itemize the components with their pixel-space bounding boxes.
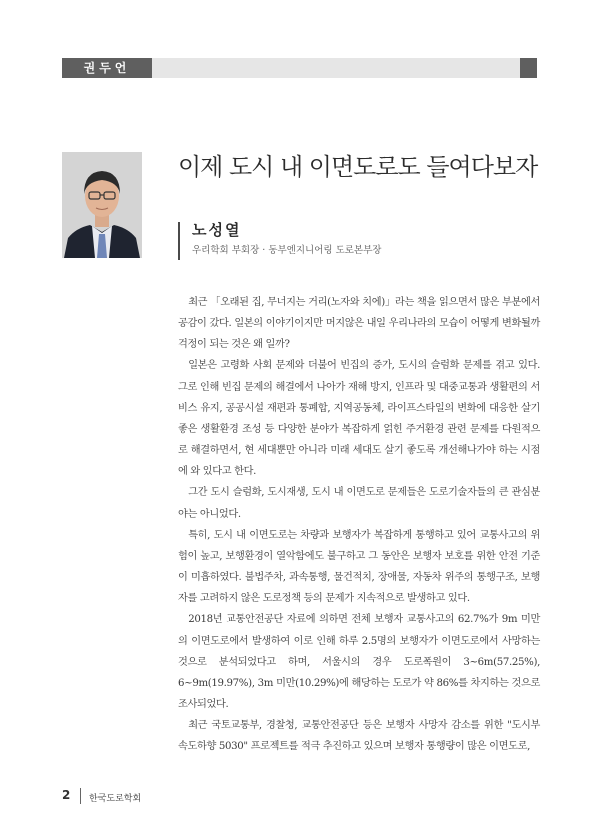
section-label: 권두언 — [62, 58, 152, 78]
section-header-end-block — [520, 58, 537, 78]
paragraph: 일본은 고령화 사회 문제와 더불어 빈집의 증가, 도시의 슬럼화 문제를 겪고 있다. 그로 인해 빈집 문제의 해결에서 나아가 재해 방지, 인프라 및 대중교통과 생활편의 서비스 유지, 공공시설 재편과 통폐합, 지역공동체, 라이프스타일의 변화에 대응한 살기 좋은 생활환경 조성 등 다양한 분야가 복잡하게 얽힌 주거환경 관련 문제를 다원적으로 해결하면서, 현 세대뿐만 아니라 미래 세대도 살기 좋도록 개선해나가야 하는 시점에 와 있다고 한다. — [178, 360, 540, 478]
page-number: 2 — [62, 788, 71, 802]
paragraph: 특히, 도시 내 이면도로는 차량과 보행자가 복잡하게 통행하고 있어 교통사고의 위험이 높고, 보행환경이 열악함에도 불구하고 그 동안은 보행자 보호를 위한 안전 기준이 미흡하였다. 불법주차, 과속통행, 물건적치, 장애물, 자동차 위주의 통행구조, 보행자를 고려하지 않은 도로정책 등의 문제가 지속적으로 발생하고 있다. — [178, 529, 540, 605]
author-name: 노성열 — [192, 221, 242, 239]
paragraph: 2018년 교통안전공단 자료에 의하면 전체 보행자 교통사고의 62.7%가 9m 미만의 이면도로에서 발생하여 이로 인해 하루 2.5명의 보행자가 이면도로에서 사망하는 것으로 분석되었다고 하며, 서울시의 경우 도로폭원이 3~6m(57.25%), 6~9m(19.97%), 3m 미만(10.29%)에 해당하는 도로가 약 86%를 차지하는 것으로 조사되었다. — [178, 614, 540, 710]
author-affiliation: 우리학회 부회장 · 동부엔지니어링 도로본부장 — [192, 245, 382, 256]
article-body — [178, 292, 540, 757]
author-divider — [178, 222, 180, 260]
paragraph: 그간 도시 슬럼화, 도시재생, 도시 내 이면도로 문제들은 도로기술자들의 큰 관심분야는 아니었다. — [178, 487, 540, 520]
author-photo — [62, 152, 142, 258]
publication-name: 한국도로학회 — [89, 794, 142, 804]
author-portrait-image — [62, 152, 142, 258]
paragraph: 최근 국토교통부, 경찰청, 교통안전공단 등은 보행자 사망자 감소를 위한 "도시부 속도하향 5030" 프로젝트를 적극 추진하고 있으며 보행자 통행량이 많은 이면도로, — [178, 720, 540, 753]
footer-divider — [80, 788, 81, 804]
article-title: 이제 도시 내 이면도로도 들여다보자 — [178, 153, 538, 181]
paragraph: 최근 「오래된 집, 무너지는 거리(노자와 치에)」라는 책을 읽으면서 많은 부분에서 공감이 갔다. 일본의 이야기이지만 머지않은 내일 우리나라의 모습이 어떻게 변화될까 걱정이 되는 것은 왜 일까? — [178, 297, 540, 351]
